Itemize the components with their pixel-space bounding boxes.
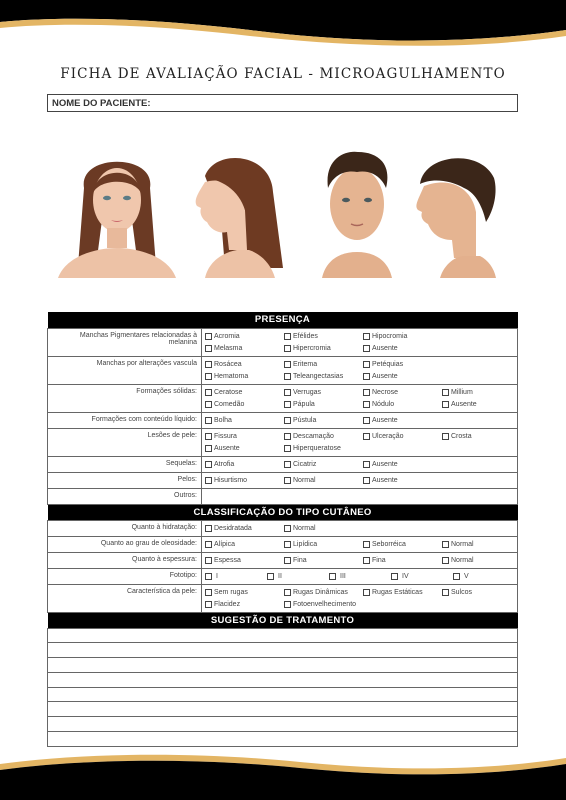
checkbox-icon[interactable] (205, 445, 212, 452)
option-hisurtismo[interactable] (205, 477, 284, 484)
treatment-line[interactable] (48, 732, 518, 747)
option-label: Crosta (451, 433, 472, 440)
option-alipica[interactable] (205, 541, 284, 548)
option-melasma[interactable] (205, 345, 284, 352)
option-hipocromia[interactable] (363, 333, 442, 340)
form-row-manchas-pigmentares-relacionadas-a-melanina (48, 328, 518, 356)
checkbox-icon[interactable] (205, 601, 212, 608)
option-label: Rugas Dinâmicas (293, 589, 348, 596)
option-line (205, 555, 515, 567)
top-wave-decoration (0, 0, 566, 60)
option-line (205, 331, 515, 343)
row-label: Manchas por alterações vascula (48, 356, 202, 384)
option-label: Espessa (214, 557, 241, 564)
form-row-lesoes-de-pele (48, 428, 518, 456)
option-line (205, 539, 515, 551)
form-row-manchas-por-alteracoes-vascula (48, 356, 518, 384)
option-label: Ausente (372, 417, 398, 424)
row-options (202, 428, 518, 456)
option-nodulo[interactable] (363, 401, 442, 408)
option-ausente[interactable] (363, 417, 442, 424)
option-ausente[interactable] (363, 461, 442, 468)
option-crosta[interactable] (442, 433, 512, 440)
row-label: Outros: (48, 488, 202, 504)
option-label: Hipocromia (372, 333, 408, 340)
option-line (205, 431, 515, 443)
option-line (205, 359, 515, 371)
row-options (202, 328, 518, 356)
checkbox-icon[interactable] (205, 557, 212, 564)
option-line (205, 491, 515, 503)
checkbox-icon[interactable] (284, 345, 291, 352)
option-label: Atrofia (214, 461, 235, 468)
form-row-fototipo (48, 568, 518, 584)
checkbox-icon[interactable] (453, 573, 460, 580)
checkbox-icon[interactable] (284, 445, 291, 452)
treatment-line[interactable] (48, 658, 518, 673)
checkbox-icon[interactable] (205, 477, 212, 484)
treatment-line-cell[interactable] (48, 643, 518, 658)
option-label: Hematoma (214, 373, 249, 380)
row-options (202, 536, 518, 552)
checkbox-icon[interactable] (363, 433, 370, 440)
treatment-line[interactable] (48, 717, 518, 732)
form-row-quanto-a-espessura (48, 552, 518, 568)
option-ii[interactable] (267, 573, 329, 580)
option-pustula[interactable] (284, 417, 363, 424)
option-ausente[interactable] (205, 445, 284, 452)
option-label: Normal (451, 557, 474, 564)
option-label: Melasma (214, 345, 243, 352)
checkbox-icon[interactable] (205, 361, 212, 368)
female-profile-face-icon (185, 148, 285, 278)
option-comedao[interactable] (205, 401, 284, 408)
option-label: Pústula (293, 417, 317, 424)
option-fina[interactable] (363, 557, 442, 564)
option-label: Cicatriz (293, 461, 317, 468)
treatment-line[interactable] (48, 687, 518, 702)
treatment-line-cell[interactable] (48, 672, 518, 687)
option-hipercromia[interactable] (284, 345, 363, 352)
option-desidratada[interactable] (205, 525, 284, 532)
option-label: Flacidez (214, 601, 241, 608)
checkbox-icon[interactable] (284, 557, 291, 564)
option-label: Hipercromia (293, 345, 331, 352)
row-label: Formações com conteúdo líquido: (48, 412, 202, 428)
checkbox-icon[interactable] (205, 389, 212, 396)
bottom-wave-decoration (0, 748, 566, 800)
checkbox-icon[interactable] (205, 573, 212, 580)
option-label: Fina (372, 557, 386, 564)
row-options (202, 584, 518, 612)
row-options (202, 412, 518, 428)
checkbox-icon[interactable] (205, 417, 212, 424)
option-label: IV (402, 573, 409, 580)
row-label: Quanto ao grau de oleosidade: (48, 536, 202, 552)
option-label: Normal (451, 541, 474, 548)
option-normal[interactable] (284, 477, 363, 484)
option-label: I (216, 573, 218, 580)
option-line (205, 523, 515, 535)
option-label: Pápula (293, 401, 315, 408)
row-options (202, 384, 518, 412)
checkbox-icon[interactable] (363, 373, 370, 380)
checkbox-icon[interactable] (442, 433, 449, 440)
option-label: Eritema (293, 361, 318, 368)
checkbox-icon[interactable] (442, 557, 449, 564)
checkbox-icon[interactable] (205, 333, 212, 340)
option-eritema[interactable] (284, 361, 363, 368)
checkbox-icon[interactable] (284, 461, 291, 468)
checkbox-icon[interactable] (363, 417, 370, 424)
checkbox-icon[interactable] (205, 433, 212, 440)
option-label: Ausente (214, 445, 240, 452)
page-title: FICHA DE AVALIAÇÃO FACIAL - MICROAGULHAMENTO (60, 66, 506, 82)
checkbox-icon[interactable] (363, 389, 370, 396)
row-label: Característica da pele: (48, 584, 202, 612)
option-label: Fissura (214, 433, 237, 440)
option-fissura[interactable] (205, 433, 284, 440)
option-rugas-estaticas[interactable] (363, 589, 442, 596)
option-label: V (464, 573, 469, 580)
row-label: Quanto à espessura: (48, 552, 202, 568)
treatment-line-cell[interactable] (48, 658, 518, 673)
option-fotoenvelhecimento[interactable] (284, 601, 363, 608)
evaluation-form (47, 312, 518, 747)
option-line (205, 343, 515, 355)
male-front-face-icon (316, 148, 398, 278)
option-petequias[interactable] (363, 361, 442, 368)
option-normal[interactable] (442, 541, 512, 548)
option-label: Ausente (372, 345, 398, 352)
option-label: Fotoenvelhecimento (293, 601, 357, 608)
option-line (205, 599, 515, 611)
checkbox-icon[interactable] (284, 589, 291, 596)
checkbox-icon[interactable] (284, 389, 291, 396)
form-row-sequelas (48, 456, 518, 472)
option-label: Rosácea (214, 361, 242, 368)
option-seborreica[interactable] (363, 541, 442, 548)
option-label: Hisurtismo (214, 477, 248, 484)
option-label: Normal (293, 477, 316, 484)
checkbox-icon[interactable] (363, 333, 370, 340)
option-iii[interactable] (329, 573, 391, 580)
form-row-pelos (48, 472, 518, 488)
option-line (205, 475, 515, 487)
option-flacidez[interactable] (205, 601, 284, 608)
checkbox-icon[interactable] (363, 477, 370, 484)
option-papula[interactable] (284, 401, 363, 408)
form-row-caracteristica-da-pele (48, 584, 518, 612)
checkbox-icon[interactable] (363, 401, 370, 408)
checkbox-icon[interactable] (442, 401, 449, 408)
row-label: Manchas Pigmentares relacionadas à melanina (48, 328, 202, 356)
option-line (205, 371, 515, 383)
row-label: Sequelas: (48, 456, 202, 472)
checkbox-icon[interactable] (205, 373, 212, 380)
option-descamacao[interactable] (284, 433, 363, 440)
row-options (202, 456, 518, 472)
treatment-line[interactable] (48, 628, 518, 643)
row-options (202, 552, 518, 568)
option-hiperqueratose[interactable] (284, 445, 363, 452)
row-options (202, 520, 518, 536)
form-row-formacoes-com-conteudo-liquido (48, 412, 518, 428)
checkbox-icon[interactable] (205, 525, 212, 532)
option-iv[interactable] (391, 573, 453, 580)
portraits (0, 148, 566, 278)
option-ausente[interactable] (363, 345, 442, 352)
patient-name-field[interactable] (47, 94, 518, 112)
option-normal[interactable] (442, 557, 512, 564)
checkbox-icon[interactable] (205, 461, 212, 468)
row-label: Formações sólidas: (48, 384, 202, 412)
option-line (205, 387, 515, 399)
option-necrose[interactable] (363, 389, 442, 396)
option-label: Fina (293, 557, 307, 564)
row-options (202, 356, 518, 384)
form-row-quanto-ao-grau-de-oleosidade (48, 536, 518, 552)
option-lipidica[interactable] (284, 541, 363, 548)
option-ceratose[interactable] (205, 389, 284, 396)
option-label: Millium (451, 389, 473, 396)
checkbox-icon[interactable] (442, 541, 449, 548)
option-millium[interactable] (442, 389, 512, 396)
option-label: Sem rugas (214, 589, 248, 596)
checkbox-icon[interactable] (284, 401, 291, 408)
option-label: Ceratose (214, 389, 243, 396)
option-fina[interactable] (284, 557, 363, 564)
option-label: Ulceração (372, 433, 404, 440)
checkbox-icon[interactable] (205, 401, 212, 408)
male-profile-face-icon (410, 148, 500, 278)
treatment-line-cell[interactable] (48, 628, 518, 643)
option-label: Efélides (293, 333, 318, 340)
row-label: Lesões de pele: (48, 428, 202, 456)
row-label: Fototipo: (48, 568, 202, 584)
option-label: Lipídica (293, 541, 318, 548)
option-label: Verrugas (293, 389, 322, 396)
option-ausente[interactable] (363, 477, 442, 484)
checkbox-icon[interactable] (284, 477, 291, 484)
form-row-formacoes-solidas (48, 384, 518, 412)
option-bolha[interactable] (205, 417, 284, 424)
option-v[interactable] (453, 573, 515, 580)
treatment-line-cell[interactable] (48, 732, 518, 747)
option-label: Ausente (372, 461, 398, 468)
option-label: Descamação (293, 433, 334, 440)
option-line (205, 443, 515, 455)
option-hematoma[interactable] (205, 373, 284, 380)
option-efelides[interactable] (284, 333, 363, 340)
checkbox-icon[interactable] (363, 361, 370, 368)
option-label: Ausente (451, 401, 477, 408)
option-label: Petéquias (372, 361, 404, 368)
option-i[interactable] (205, 573, 267, 580)
option-label: Rugas Estáticas (372, 589, 423, 596)
checkbox-icon[interactable] (284, 361, 291, 368)
option-ausente[interactable] (442, 401, 512, 408)
option-teleangectasias[interactable] (284, 373, 363, 380)
checkbox-icon[interactable] (284, 333, 291, 340)
row-options (202, 488, 518, 504)
option-ausente[interactable] (363, 373, 442, 380)
option-label: Bolha (214, 417, 232, 424)
female-front-face-icon (56, 148, 178, 278)
treatment-line[interactable] (48, 643, 518, 658)
checkbox-icon[interactable] (284, 373, 291, 380)
checkbox-icon[interactable] (205, 345, 212, 352)
treatment-line-cell[interactable] (48, 717, 518, 732)
option-label: Hiperqueratose (293, 445, 341, 452)
option-label: Acromia (214, 333, 240, 340)
option-label: Normal (293, 525, 316, 532)
section-heading-presenca: PRESENÇA (48, 312, 518, 328)
option-label: Alípica (214, 541, 236, 548)
checkbox-icon[interactable] (329, 573, 336, 580)
checkbox-icon[interactable] (442, 589, 449, 596)
form-row-quanto-a-hidratacao (48, 520, 518, 536)
treatment-line-cell[interactable] (48, 687, 518, 702)
checkbox-icon[interactable] (205, 541, 212, 548)
option-line (205, 459, 515, 471)
checkbox-icon[interactable] (284, 541, 291, 548)
patient-name-label: NOME DO PACIENTE: (52, 98, 151, 109)
row-label: Quanto à hidratação: (48, 520, 202, 536)
option-normal[interactable] (284, 525, 363, 532)
option-label: II (278, 573, 282, 580)
option-ulceracao[interactable] (363, 433, 442, 440)
section-heading-classificacao: CLASSIFICAÇÃO DO TIPO CUTÂNEO (48, 504, 518, 520)
option-label: Sulcos (451, 589, 473, 596)
form-row-outros (48, 488, 518, 504)
checkbox-icon[interactable] (363, 541, 370, 548)
option-line (205, 399, 515, 411)
section-heading-sugestao: SUGESTÃO DE TRATAMENTO (48, 612, 518, 628)
option-label: Nódulo (372, 401, 395, 408)
option-line (205, 571, 515, 583)
option-acromia[interactable] (205, 333, 284, 340)
treatment-line-cell[interactable] (48, 702, 518, 717)
checkbox-icon[interactable] (391, 573, 398, 580)
checkbox-icon[interactable] (284, 601, 291, 608)
option-label: Necrose (372, 389, 399, 396)
option-label: Comedão (214, 401, 245, 408)
row-options (202, 568, 518, 584)
option-rugas-dinamicas[interactable] (284, 589, 363, 596)
row-label: Pelos: (48, 472, 202, 488)
option-sulcos[interactable] (442, 589, 512, 596)
option-line (205, 587, 515, 599)
option-line (205, 415, 515, 427)
checkbox-icon[interactable] (267, 573, 274, 580)
checkbox-icon[interactable] (442, 389, 449, 396)
option-espessa[interactable] (205, 557, 284, 564)
option-rosacea[interactable] (205, 361, 284, 368)
option-label: Desidratada (214, 525, 252, 532)
treatment-line[interactable] (48, 672, 518, 687)
treatment-line[interactable] (48, 702, 518, 717)
checkbox-icon[interactable] (284, 417, 291, 424)
option-label: III (340, 573, 346, 580)
option-label: Seborréica (372, 541, 406, 548)
checkbox-icon[interactable] (205, 589, 212, 596)
checkbox-icon[interactable] (363, 557, 370, 564)
option-label: Teleangectasias (293, 373, 344, 380)
option-sem-rugas[interactable] (205, 589, 284, 596)
option-atrofia[interactable] (205, 461, 284, 468)
option-cicatriz[interactable] (284, 461, 363, 468)
checkbox-icon[interactable] (363, 345, 370, 352)
checkbox-icon[interactable] (363, 461, 370, 468)
checkbox-icon[interactable] (363, 589, 370, 596)
option-label: Ausente (372, 373, 398, 380)
option-verrugas[interactable] (284, 389, 363, 396)
checkbox-icon[interactable] (284, 525, 291, 532)
row-options (202, 472, 518, 488)
checkbox-icon[interactable] (284, 433, 291, 440)
option-label: Ausente (372, 477, 398, 484)
